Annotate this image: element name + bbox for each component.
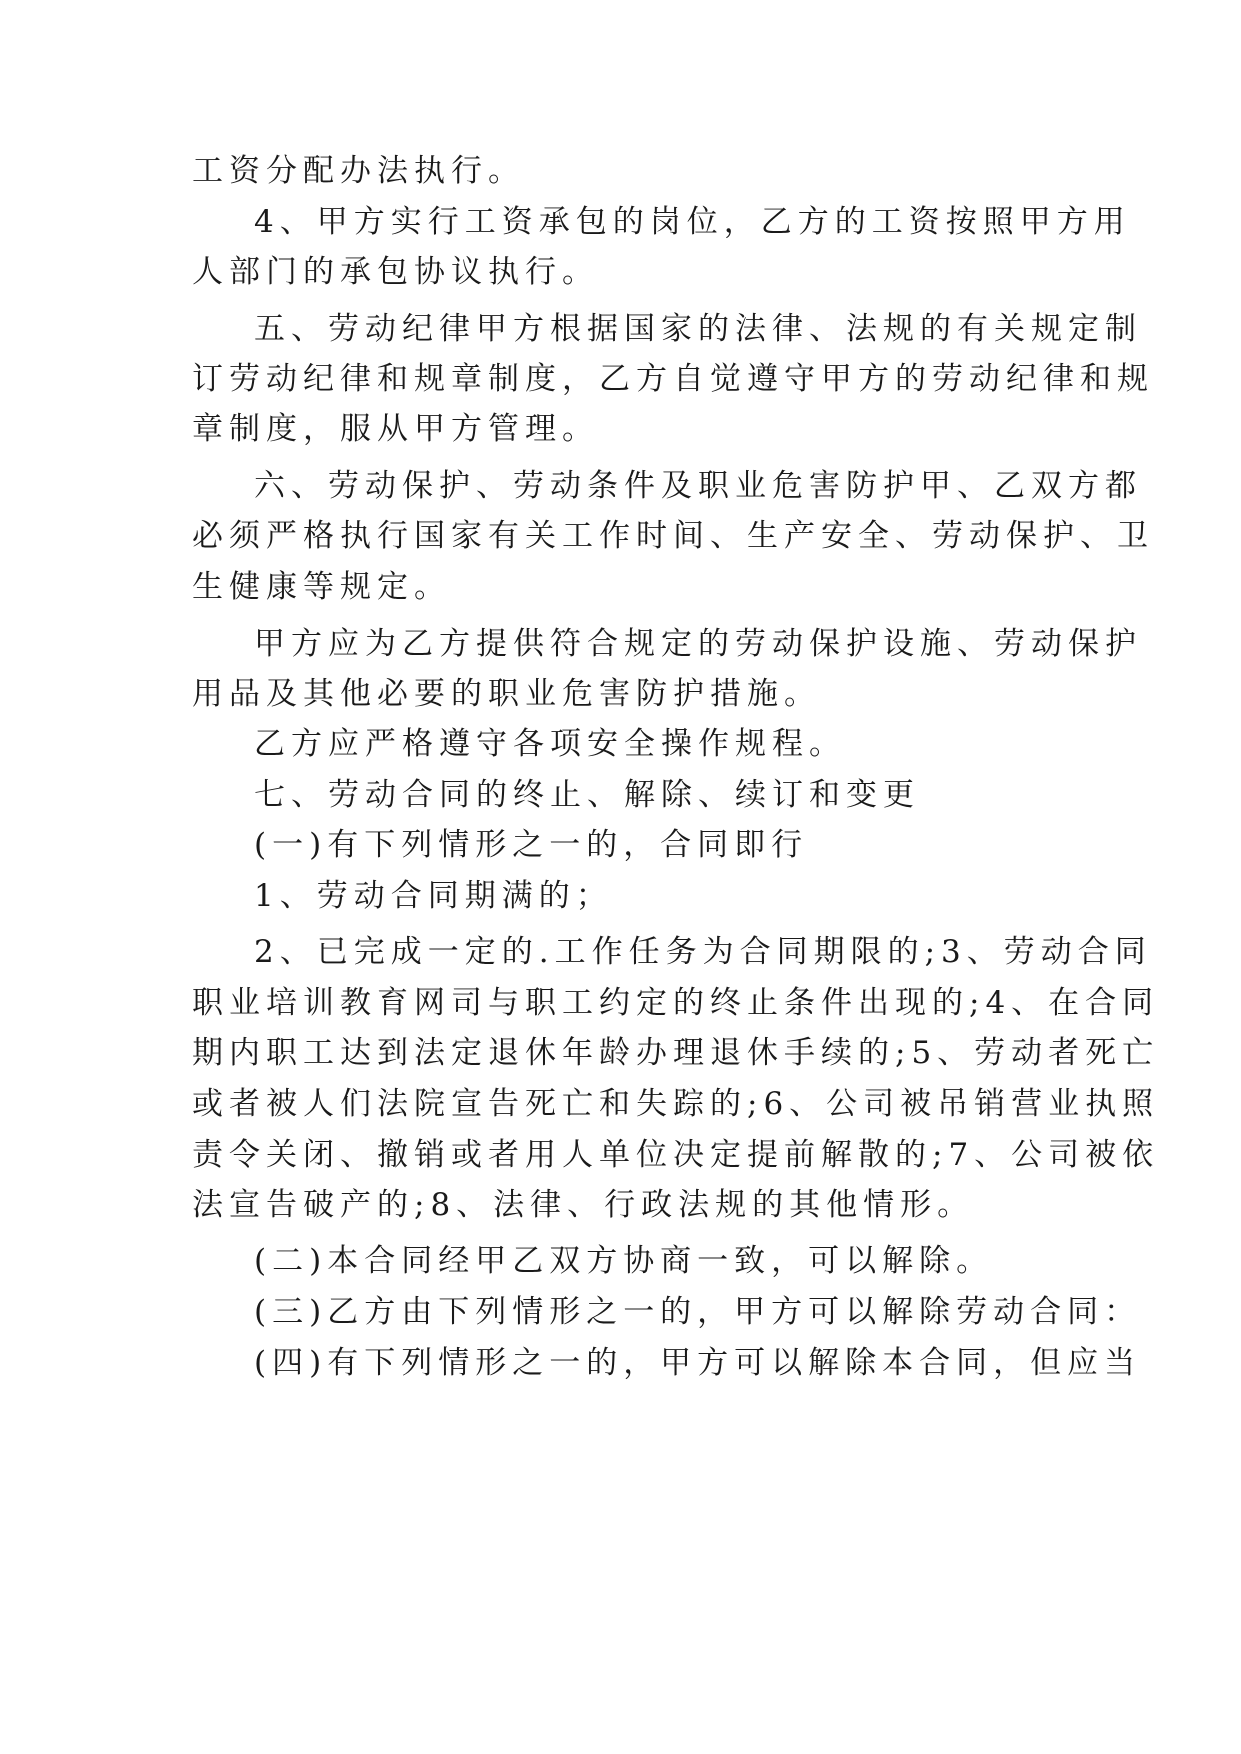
text-line: 或者被人们法院宣告死亡和失踪的;6、公司被吊销营业执照 — [192, 1086, 1160, 1122]
text-line: 乙方应严格遵守各项安全操作规程。 — [254, 726, 846, 762]
text-line: 六、劳动保护、劳动条件及职业危害防护甲、乙双方都 — [254, 468, 1142, 504]
text-line: 人部门的承包协议执行。 — [192, 254, 599, 290]
text-line: (一)有下列情形之一的，合同即行 — [254, 827, 809, 863]
text-line: 4、甲方实行工资承包的岗位，乙方的工资按照甲方用 — [254, 204, 1131, 240]
text-line: 2、已完成一定的.工作任务为合同期限的;3、劳动合同 — [254, 934, 1152, 970]
text-line: 订劳动纪律和规章制度，乙方自觉遵守甲方的劳动纪律和规 — [192, 361, 1154, 397]
text-line: 工资分配办法执行。 — [192, 153, 525, 189]
text-line: 期内职工达到法定退休年龄办理退休手续的;5、劳动者死亡 — [192, 1035, 1160, 1071]
text-line: (二)本合同经甲乙双方协商一致，可以解除。 — [254, 1243, 994, 1279]
text-line: 七、劳动合同的终止、解除、续订和变更 — [254, 777, 920, 813]
text-line: 必须严格执行国家有关工作时间、生产安全、劳动保护、卫 — [192, 518, 1154, 554]
text-line: (三)乙方由下列情形之一的，甲方可以解除劳动合同： — [254, 1294, 1142, 1330]
text-line: 用品及其他必要的职业危害防护措施。 — [192, 676, 821, 712]
text-line: 1、劳动合同期满的； — [254, 878, 613, 914]
text-line: 法宣告破产的;8、法律、行政法规的其他情形。 — [192, 1187, 975, 1223]
text-line: (四)有下列情形之一的，甲方可以解除本合同，但应当 — [254, 1345, 1142, 1381]
text-line: 责令关闭、撤销或者用人单位决定提前解散的;7、公司被依 — [192, 1137, 1160, 1173]
text-line: 甲方应为乙方提供符合规定的劳动保护设施、劳动保护 — [254, 626, 1142, 662]
text-line: 五、劳动纪律甲方根据国家的法律、法规的有关规定制 — [254, 311, 1142, 347]
text-line: 生健康等规定。 — [192, 569, 451, 605]
text-line: 职业培训教育网司与职工约定的终止条件出现的;4、在合同 — [192, 985, 1160, 1021]
text-line: 章制度，服从甲方管理。 — [192, 411, 599, 447]
